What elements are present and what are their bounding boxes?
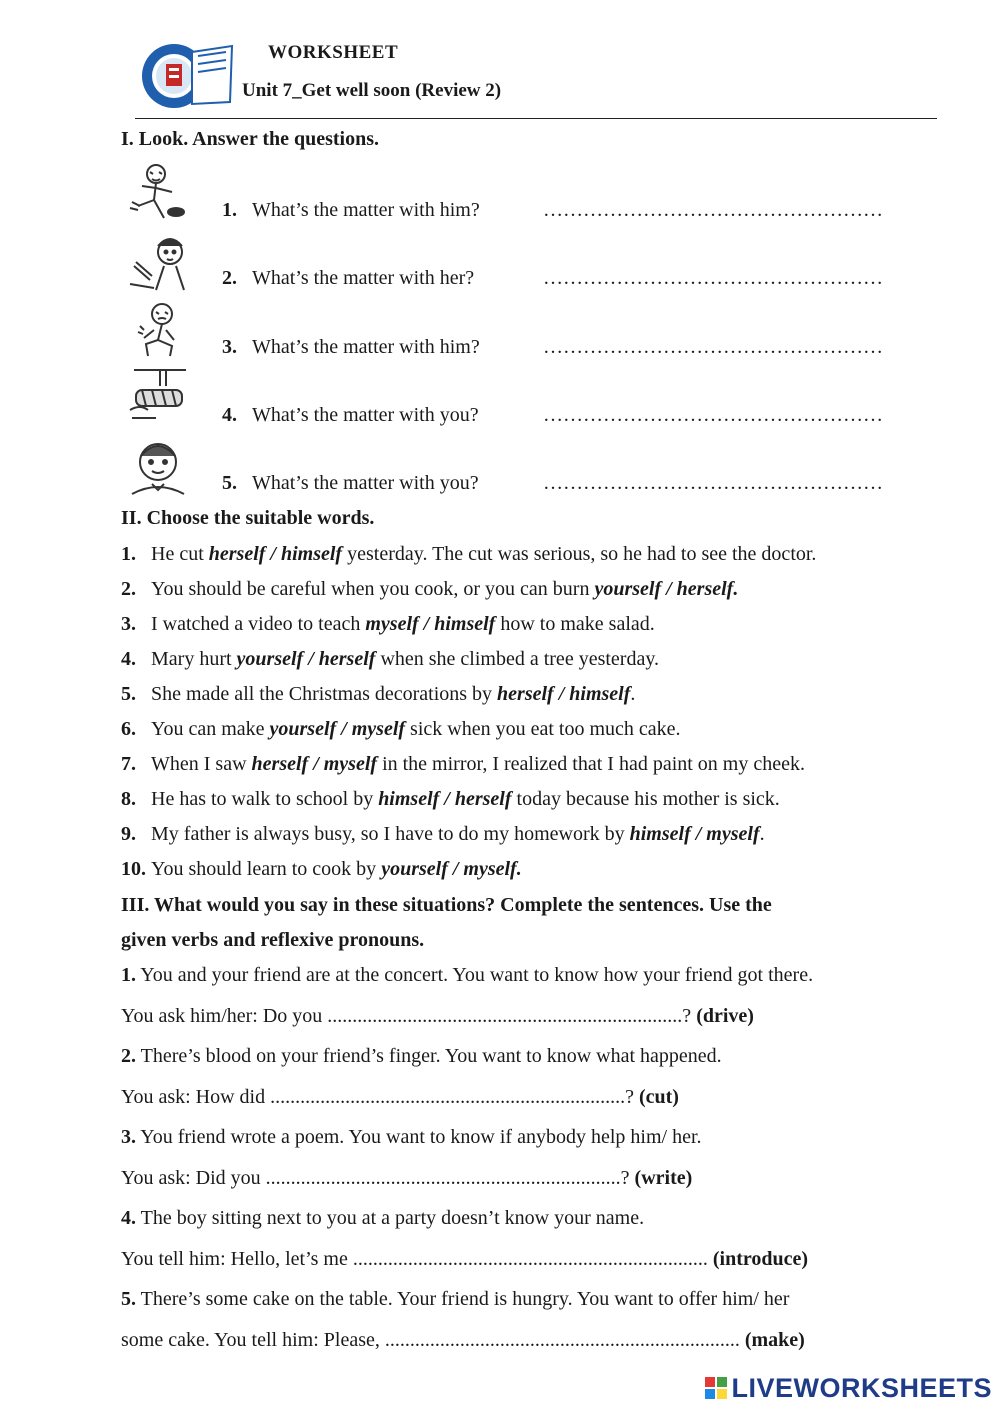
situation-sentence: There’s some cake on the table. Your friend is hungry. You want to offer him/ her: [136, 1288, 790, 1310]
completion-line: [121, 1086, 679, 1109]
item-text-before: He has to walk to school by: [151, 788, 379, 810]
item-number: 1.: [121, 543, 136, 565]
completion-prompt[interactable]: You tell him: Hello, let’s me .......................................................................: [121, 1248, 713, 1270]
choice-item: [121, 543, 816, 566]
choice-item: [121, 648, 659, 671]
completion-prompt[interactable]: You ask him/her: Do you .......................................................................?: [121, 1005, 697, 1027]
item-text-after: .: [759, 823, 765, 845]
question-text: What’s the matter with you?: [252, 472, 479, 494]
choice-item: [121, 613, 655, 636]
question-number: 4.: [222, 404, 237, 426]
word-choice[interactable]: herself / myself: [251, 753, 378, 775]
item-text-before: He cut: [151, 543, 209, 565]
girl-cut-finger-icon: [126, 232, 194, 292]
item-text-before: You can make: [151, 718, 270, 740]
item-text-before: I watched a video to teach: [151, 613, 366, 635]
item-text-before: She made all the Christmas decorations by: [151, 683, 498, 705]
word-choice[interactable]: yourself / myself.: [381, 858, 522, 880]
item-text-before: You should be careful when you cook, or you can burn: [151, 578, 595, 600]
situation-text: [121, 964, 813, 987]
boy-face-icon: [126, 436, 194, 496]
question-number: 5.: [222, 472, 237, 494]
given-verb: (introduce): [712, 1248, 809, 1270]
situation-text: [121, 1126, 702, 1149]
item-number: 5.: [121, 1288, 136, 1310]
unit-subtitle: Unit 7_Get well soon (Review 2): [242, 80, 502, 101]
header-divider: [135, 118, 937, 119]
question-number: 1.: [222, 199, 237, 221]
question-number: 2.: [222, 267, 237, 289]
given-verb: (drive): [696, 1005, 754, 1027]
item-text-before: Mary hurt: [151, 648, 237, 670]
item-number: 4.: [121, 1207, 136, 1229]
item-text-after: in the mirror, I realized that I had paint on my cheek.: [377, 753, 805, 775]
item-number: 4.: [121, 648, 136, 670]
section2-heading: II. Choose the suitable words.: [121, 507, 375, 529]
section3-heading-cont: given verbs and reflexive pronouns.: [121, 929, 425, 951]
given-verb: (write): [634, 1167, 693, 1189]
item-number: 9.: [121, 823, 136, 845]
word-choice[interactable]: herself / himself: [208, 543, 343, 565]
completion-line: [121, 1248, 808, 1271]
question-text: What’s the matter with him?: [252, 336, 480, 358]
answer-line[interactable]: ……………………………………………: [543, 472, 883, 494]
word-choice[interactable]: yourself / herself: [236, 648, 376, 670]
item-number: 2.: [121, 1045, 136, 1067]
answer-line[interactable]: ……………………………………………: [543, 404, 883, 426]
broken-leg-cast-icon: [126, 366, 194, 426]
item-number: 5.: [121, 683, 136, 705]
situation-text: [121, 1207, 644, 1230]
choice-item: [121, 753, 805, 776]
item-number: 7.: [121, 753, 136, 775]
item-number: 3.: [121, 1126, 136, 1148]
situation-sentence: There’s blood on your friend’s finger. You want to know what happened.: [136, 1045, 722, 1067]
item-number: 2.: [121, 578, 136, 600]
word-choice[interactable]: himself / herself: [378, 788, 512, 810]
word-choice[interactable]: myself / himself: [365, 613, 496, 635]
situation-sentence: You friend wrote a poem. You want to know if anybody help him/ her.: [136, 1126, 702, 1148]
school-logo-icon: [140, 42, 236, 110]
item-number: 8.: [121, 788, 136, 810]
item-text-after: sick when you eat too much cake.: [405, 718, 681, 740]
word-choice[interactable]: herself / himself: [497, 683, 631, 705]
situation-text: [121, 1045, 722, 1068]
item-number: 1.: [121, 964, 136, 986]
choice-item: [121, 823, 765, 846]
item-text-after: when she climbed a tree yesterday.: [375, 648, 660, 670]
situation-text: [121, 1288, 789, 1311]
answer-line[interactable]: ……………………………………………: [543, 267, 883, 289]
choice-item: [121, 683, 635, 706]
question-number: 3.: [222, 336, 237, 358]
question-text: What’s the matter with you?: [252, 404, 479, 426]
section3-heading: III. What would you say in these situations? Complete the sentences. Use the: [121, 894, 772, 916]
word-choice[interactable]: yourself / myself: [269, 718, 406, 740]
item-number: 6.: [121, 718, 136, 740]
word-choice[interactable]: himself / myself: [629, 823, 760, 845]
liveworksheets-watermark: [705, 1373, 992, 1404]
item-text-after: yesterday. The cut was serious, so he had to see the doctor.: [342, 543, 817, 565]
choice-item: [121, 578, 738, 601]
completion-line: [121, 1329, 805, 1352]
item-text-after: how to make salad.: [495, 613, 655, 635]
completion-prompt[interactable]: some cake. You tell him: Please, .......................................................................: [121, 1329, 745, 1351]
answer-line[interactable]: ……………………………………………: [543, 199, 883, 221]
liveworksheets-logo-icon: [705, 1375, 727, 1397]
completion-prompt[interactable]: You ask: Did you .......................................................................?: [121, 1167, 635, 1189]
item-text-before: You should learn to cook by: [151, 858, 382, 880]
choice-item: [121, 718, 681, 741]
question-text: What’s the matter with her?: [252, 267, 475, 289]
completion-line: [121, 1167, 692, 1190]
situation-sentence: The boy sitting next to you at a party doesn’t know your name.: [136, 1207, 645, 1229]
choice-item: [121, 858, 522, 881]
section1-heading: I. Look. Answer the questions.: [121, 128, 380, 150]
situation-sentence: You and your friend are at the concert. You want to know how your friend got there.: [136, 964, 814, 986]
item-text-after: today because his mother is sick.: [511, 788, 780, 810]
item-text-after: .: [630, 683, 636, 705]
choice-item: [121, 788, 780, 811]
question-text: What’s the matter with him?: [252, 199, 480, 221]
item-number: 10.: [121, 858, 146, 880]
liveworksheets-brand: LIVEWORKSHEETS: [731, 1373, 992, 1403]
given-verb: (cut): [638, 1086, 679, 1108]
worksheet-title: WORKSHEET: [268, 42, 399, 63]
given-verb: (make): [744, 1329, 805, 1351]
item-text-before: My father is always busy, so I have to do my homework by: [151, 823, 630, 845]
word-choice[interactable]: yourself / herself.: [594, 578, 739, 600]
sick-boy-kicking-icon: [126, 162, 194, 222]
item-number: 3.: [121, 613, 136, 635]
completion-line: [121, 1005, 754, 1028]
boy-hurt-knee-icon: [126, 300, 194, 360]
completion-prompt[interactable]: You ask: How did .......................................................................?: [121, 1086, 639, 1108]
item-text-before: When I saw: [151, 753, 252, 775]
answer-line[interactable]: ……………………………………………: [543, 336, 883, 358]
